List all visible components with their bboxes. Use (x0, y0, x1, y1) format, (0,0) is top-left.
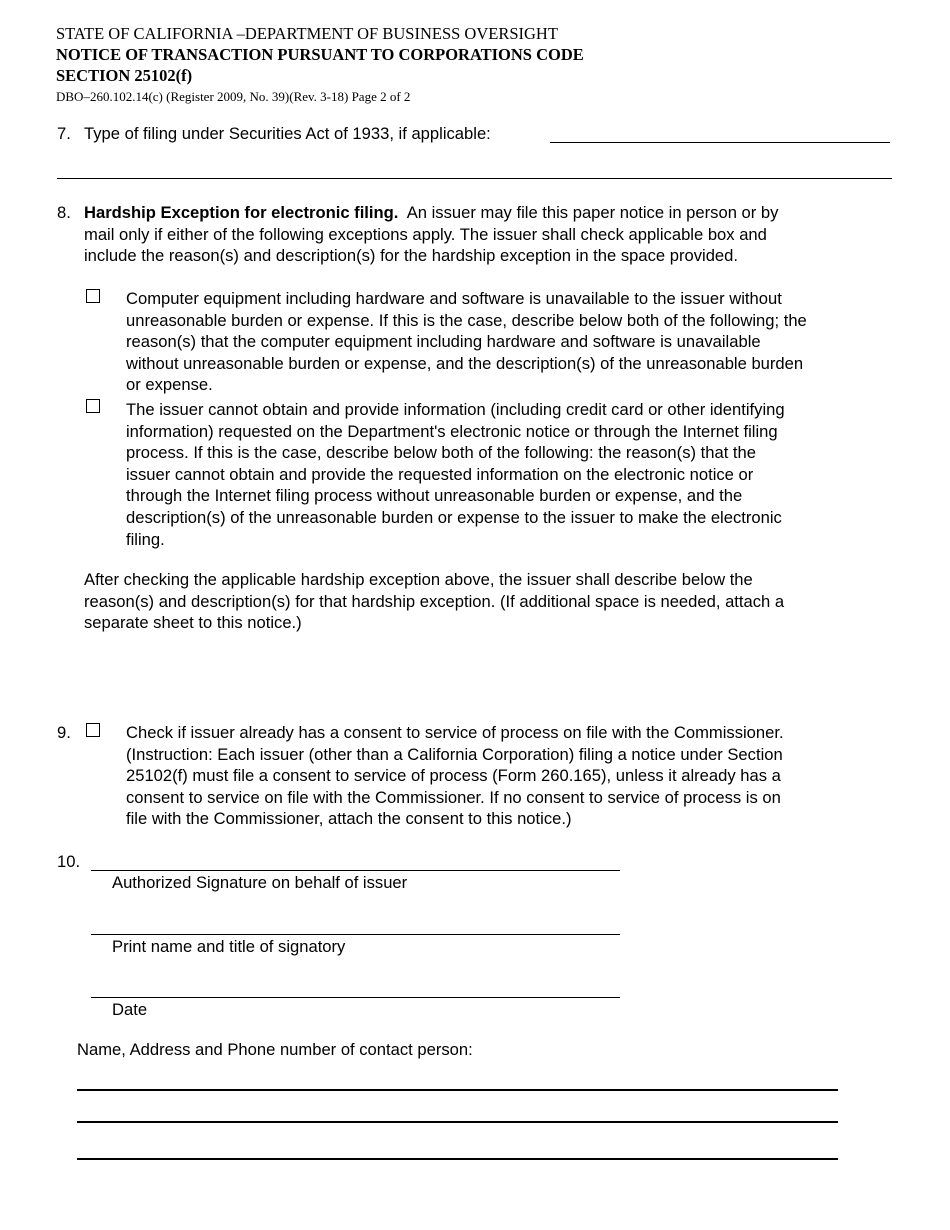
date-line[interactable] (91, 997, 620, 998)
signature-line[interactable] (91, 870, 620, 871)
item9-line: file with the Commissioner, attach the consent to this notice.) (126, 809, 572, 829)
date-label: Date (112, 1000, 148, 1019)
hardship-computer-checkbox[interactable] (86, 289, 100, 303)
option1-line: unreasonable burden or expense. If this is the case, describe below both of the following; the (126, 310, 807, 330)
signature-label: Authorized Signature on behalf of issuer (112, 873, 408, 892)
contact-person-label: Name, Address and Phone number of contact person: (77, 1040, 473, 1059)
option2-line: The issuer cannot obtain and provide information (including credit card or other identifying (126, 400, 785, 419)
item8-intro-line: include the reason(s) and description(s) for the hardship exception in the space provided. (84, 246, 738, 266)
item8-intro-line: mail only if either of the following exceptions apply. The issuer shall check applicable box and (84, 224, 767, 244)
option2-line: filing. (126, 529, 165, 549)
contact-line[interactable] (77, 1089, 838, 1091)
item9-line: (Instruction: Each issuer (other than a California Corporation) filing a notice under Section (126, 744, 783, 764)
option2-line: through the Internet filing process without unreasonable burden or expense, and the (126, 486, 743, 506)
item10-number: 10. (57, 852, 81, 871)
option1-line: or expense. (126, 375, 213, 395)
contact-line[interactable] (77, 1158, 838, 1160)
hardship-information-checkbox[interactable] (86, 399, 100, 413)
item7-number: 7. (57, 124, 71, 143)
name-title-line[interactable] (91, 934, 620, 935)
consent-on-file-checkbox[interactable] (86, 723, 100, 737)
option1-line: Computer equipment including hardware and software is unavailable to the issuer without (126, 289, 782, 308)
name-title-label: Print name and title of signatory (112, 937, 346, 956)
option2-line: issuer cannot obtain and provide the requested information on the electronic notice or (126, 464, 754, 484)
item8-after-line: reason(s) and description(s) for that hardship exception. (If additional space is needed, attach a (84, 591, 785, 611)
item8-after-line: separate sheet to this notice.) (84, 613, 302, 633)
item9-line: Check if issuer already has a consent to service of process on file with the Commissioner. (126, 723, 784, 742)
form-agency-title: STATE OF CALIFORNIA –DEPARTMENT OF BUSINESS OVERSIGHT (56, 24, 558, 43)
item9-number: 9. (57, 723, 71, 742)
item8-intro-line1: An issuer may file this paper notice in person or by (406, 203, 779, 222)
item8-after-line: After checking the applicable hardship exception above, the issuer shall describe below the (84, 570, 753, 589)
item8-heading: Hardship Exception for electronic filing. (84, 203, 399, 222)
form-title: NOTICE OF TRANSACTION PURSUANT TO CORPORATIONS CODE (56, 45, 584, 64)
option2-line: process. If this is the case, describe below both of the following: the reason(s) that the (126, 443, 756, 463)
option1-line: reason(s) that the computer equipment including hardware and software is unavailable (126, 332, 761, 352)
form-section: SECTION 25102(f) (56, 66, 193, 85)
option1-line: without unreasonable burden or expense, and the description(s) of the unreasonable burden (126, 353, 804, 373)
item7-input-line[interactable] (550, 142, 890, 143)
item7-label: Type of filing under Securities Act of 1933, if applicable: (84, 124, 491, 143)
option2-line: information) requested on the Department's electronic notice or through the Internet filing (126, 421, 778, 441)
item8-number: 8. (57, 203, 71, 222)
item9-line: 25102(f) must file a consent to service of process (Form 260.165), unless it already has a (126, 766, 781, 786)
form-number-page: DBO–260.102.14(c) (Register 2009, No. 39)(Rev. 3-18) Page 2 of 2 (56, 89, 411, 104)
item8-intro-first (84, 202, 778, 224)
item9-line: consent to service on file with the Commissioner. If no consent to service of process is on (126, 787, 781, 807)
option2-line: description(s) of the unreasonable burden or expense to the issuer to make the electronic (126, 508, 782, 527)
item7-continuation-line[interactable] (57, 178, 892, 179)
contact-line[interactable] (77, 1121, 838, 1123)
